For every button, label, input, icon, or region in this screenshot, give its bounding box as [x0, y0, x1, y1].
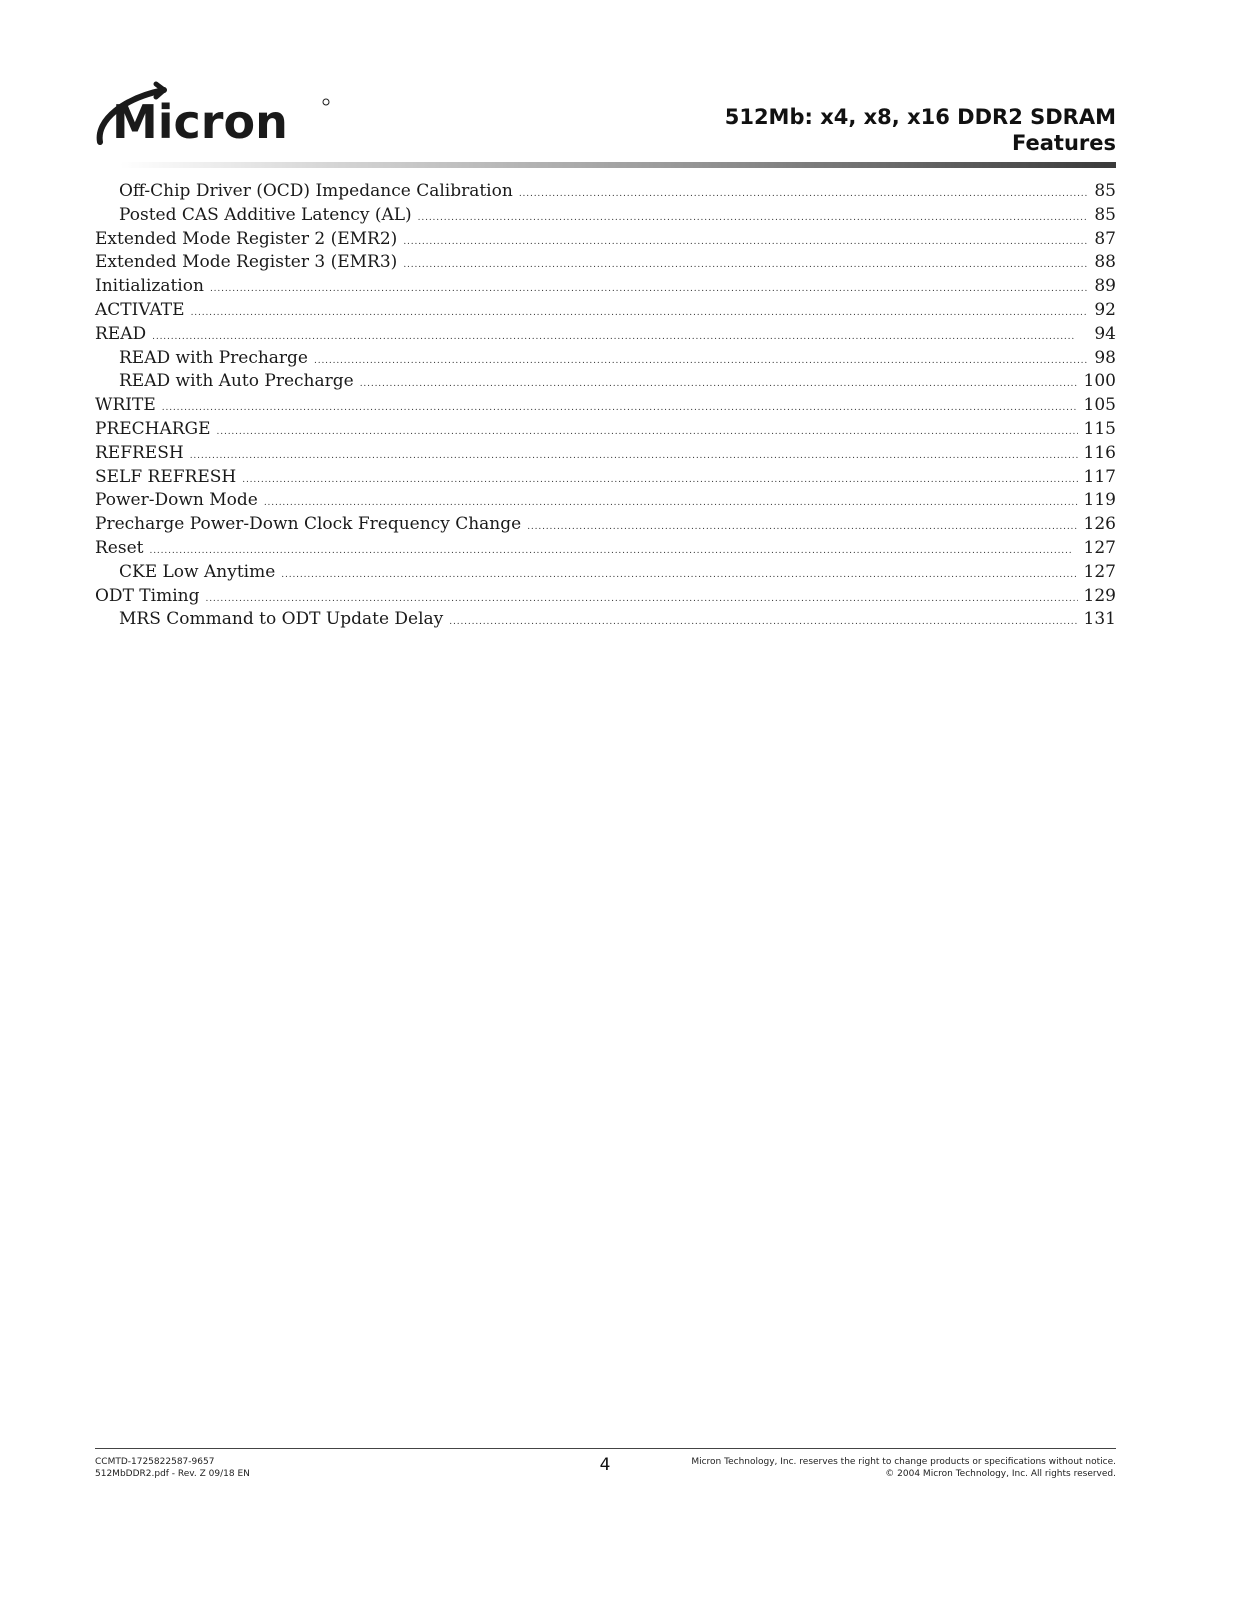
toc-entry-page: 94 — [1094, 323, 1116, 344]
footer-legal — [691, 1456, 1116, 1480]
document-section-title: Features — [1012, 131, 1116, 155]
toc-entry[interactable] — [95, 608, 1116, 632]
document-title-line1: 512Mb: x4, x8, x16 DDR2 SDRAM — [724, 105, 1116, 129]
toc-dot-leader — [190, 442, 1078, 469]
toc-entry-title: Extended Mode Register 2 (EMR2) — [95, 228, 398, 249]
toc-entry[interactable] — [95, 489, 1116, 513]
toc-entry[interactable] — [95, 537, 1116, 561]
toc-entry-title: READ with Precharge — [119, 347, 308, 368]
toc-entry[interactable] — [95, 180, 1116, 204]
footer-file-revision: 512MbDDR2.pdf - Rev. Z 09/18 EN — [95, 1469, 250, 1479]
toc-dot-leader — [360, 370, 1078, 397]
toc-entry-page: 131 — [1083, 609, 1116, 630]
toc-entry-title: Initialization — [95, 276, 204, 297]
toc-entry[interactable] — [95, 204, 1116, 228]
toc-entry-title: Extended Mode Register 3 (EMR3) — [95, 252, 398, 273]
toc-entry-page: 85 — [1094, 181, 1116, 201]
document-title — [725, 104, 1116, 156]
toc-dot-leader — [281, 561, 1077, 588]
footer-doc-id: CCMTD-1725822587-9657 — [95, 1457, 215, 1467]
toc-dot-leader — [152, 323, 1088, 350]
toc-entry[interactable] — [95, 561, 1116, 585]
toc-entry-page: 105 — [1083, 395, 1116, 416]
toc-entry-title: SELF REFRESH — [95, 466, 237, 487]
toc-entry-title: REFRESH — [95, 442, 184, 463]
toc-entry[interactable] — [95, 418, 1116, 442]
toc-entry[interactable] — [95, 228, 1116, 252]
toc-entry-title: Power-Down Mode — [95, 490, 258, 511]
toc-entry-title: Off-Chip Driver (OCD) Impedance Calibration — [119, 181, 513, 201]
toc-entry-page: 92 — [1094, 299, 1116, 320]
toc-entry-title: Reset — [95, 537, 144, 558]
toc-entry[interactable] — [95, 442, 1116, 466]
toc-entry[interactable] — [95, 466, 1116, 490]
toc-entry[interactable] — [95, 347, 1116, 371]
toc-entry-page: 127 — [1083, 537, 1116, 558]
toc-entry-page: 126 — [1083, 514, 1116, 535]
toc-entry-page: 88 — [1094, 252, 1116, 273]
toc-entry-page: 98 — [1094, 347, 1116, 368]
toc-entry-title: Posted CAS Additive Latency (AL) — [119, 204, 412, 225]
table-of-contents — [95, 180, 1116, 632]
toc-dot-leader — [191, 299, 1089, 326]
toc-entry-page: 119 — [1083, 490, 1116, 511]
footer-copyright: © 2004 Micron Technology, Inc. All rights reserved. — [885, 1469, 1116, 1479]
micron-logo-icon — [94, 80, 334, 154]
toc-entry-page: 117 — [1083, 466, 1116, 487]
toc-entry-title: WRITE — [95, 395, 156, 416]
toc-dot-leader — [403, 251, 1088, 278]
footer-divider — [95, 1448, 1116, 1449]
logo-wordmark: Micron — [112, 95, 288, 149]
toc-entry-title: MRS Command to ODT Update Delay — [119, 609, 444, 630]
toc-entry-title: ACTIVATE — [95, 299, 185, 320]
footer-notice: Micron Technology, Inc. reserves the right to change products or specifications without notice. — [691, 1457, 1116, 1467]
toc-dot-leader — [403, 228, 1088, 255]
toc-dot-leader — [264, 489, 1078, 516]
micron-logo — [94, 80, 334, 154]
toc-dot-leader — [149, 537, 1077, 564]
toc-entry-title: ODT Timing — [95, 585, 200, 606]
toc-entry-page: 129 — [1083, 585, 1116, 606]
toc-entry[interactable] — [95, 394, 1116, 418]
toc-entry[interactable] — [95, 251, 1116, 275]
toc-entry-page: 116 — [1083, 442, 1116, 463]
toc-entry[interactable] — [95, 513, 1116, 537]
toc-dot-leader — [527, 513, 1077, 540]
footer-document-info — [95, 1456, 250, 1480]
toc-entry-title: CKE Low Anytime — [119, 561, 276, 582]
toc-entry-page: 115 — [1083, 418, 1116, 439]
toc-entry-page: 100 — [1083, 371, 1116, 392]
toc-entry[interactable] — [95, 299, 1116, 323]
toc-entry[interactable] — [95, 370, 1116, 394]
header-divider — [120, 162, 1116, 168]
toc-dot-leader — [242, 466, 1077, 493]
toc-entry-page: 127 — [1083, 561, 1116, 582]
toc-dot-leader — [449, 608, 1077, 635]
toc-entry[interactable] — [95, 585, 1116, 609]
toc-dot-leader — [314, 347, 1088, 374]
toc-entry-page: 87 — [1094, 228, 1116, 249]
toc-entry-title: READ with Auto Precharge — [119, 371, 354, 392]
toc-dot-leader — [418, 204, 1089, 231]
toc-dot-leader — [210, 275, 1088, 302]
toc-entry-page: 89 — [1094, 276, 1116, 297]
toc-entry-title: PRECHARGE — [95, 418, 211, 439]
toc-dot-leader — [519, 180, 1089, 207]
toc-entry[interactable] — [95, 323, 1116, 347]
toc-entry-title: READ — [95, 323, 147, 344]
toc-dot-leader — [217, 418, 1078, 445]
toc-entry-page: 85 — [1094, 204, 1116, 225]
toc-entry[interactable] — [95, 275, 1116, 299]
page-number: 4 — [599, 1455, 611, 1475]
toc-dot-leader — [205, 585, 1077, 612]
toc-entry-title: Precharge Power-Down Clock Frequency Change — [95, 514, 522, 535]
toc-dot-leader — [162, 394, 1078, 421]
